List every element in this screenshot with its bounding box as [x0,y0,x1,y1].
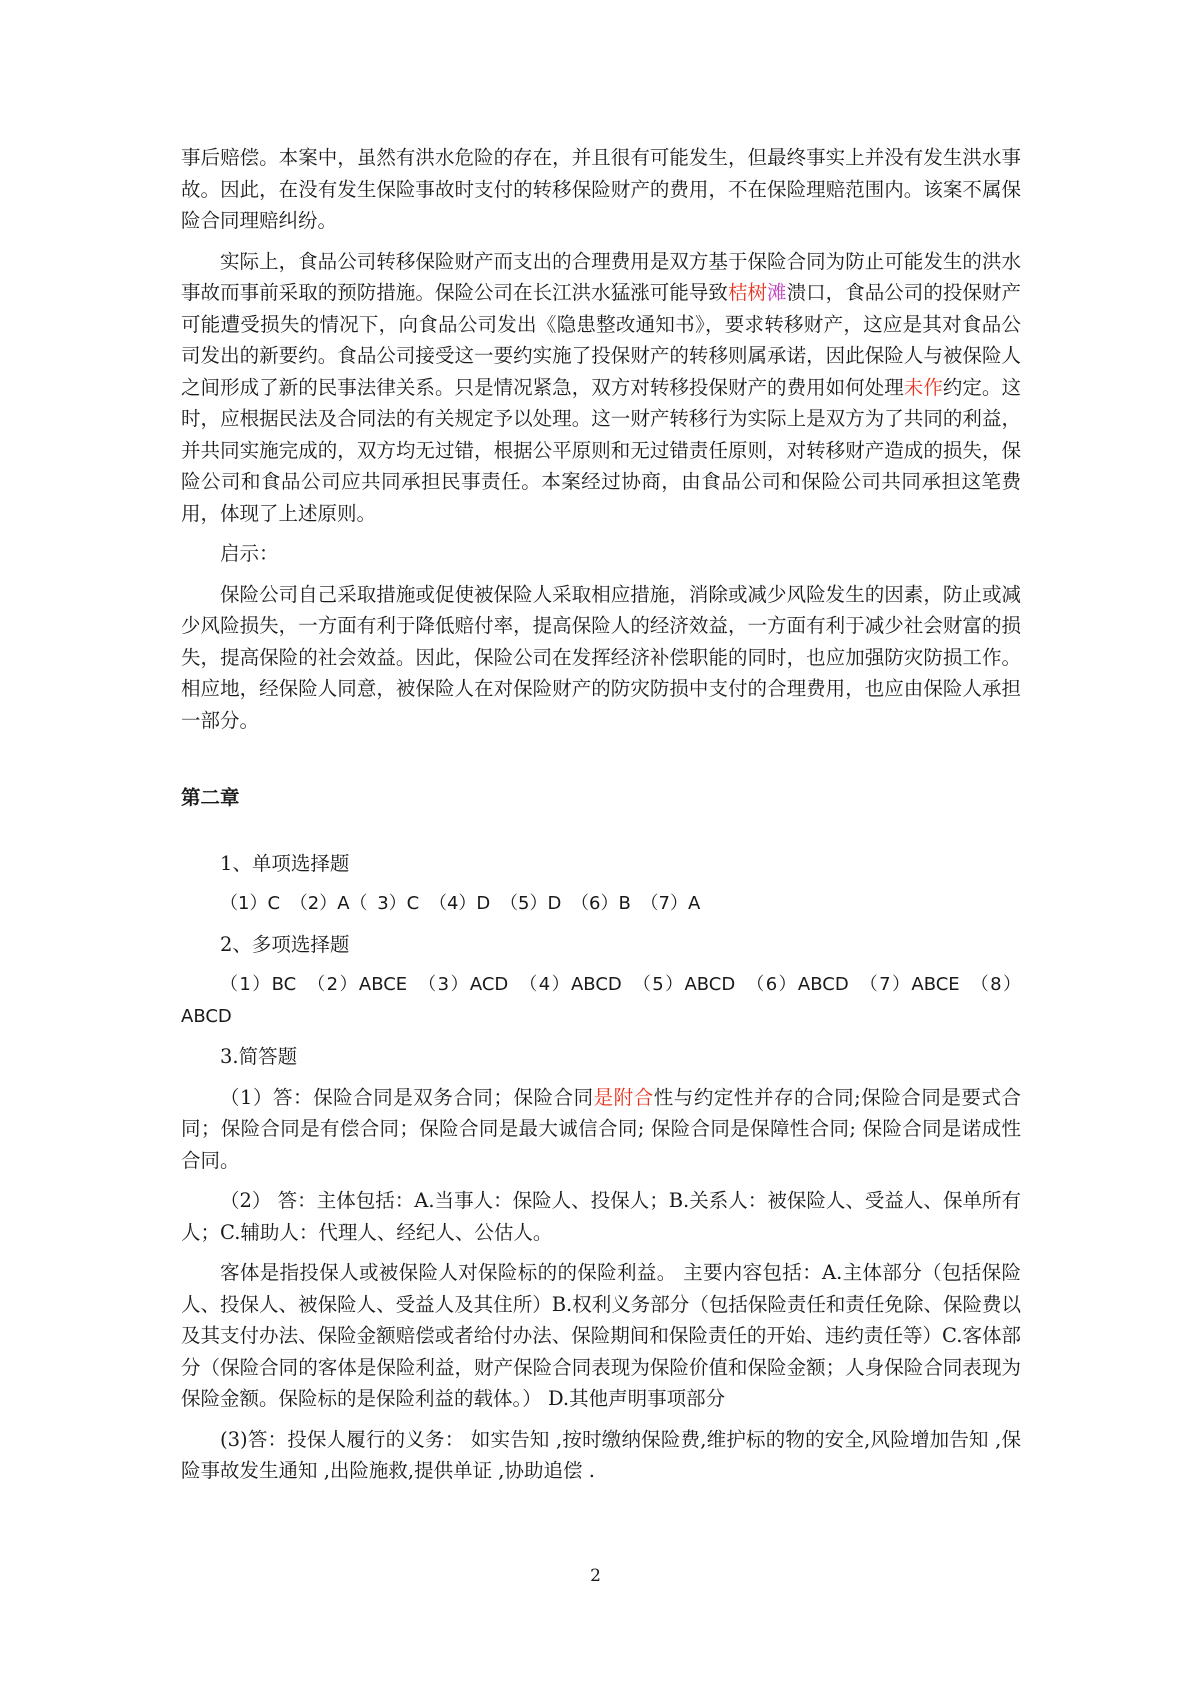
short-answer-2: （2） 答：主体包括：A.当事人：保险人、投保人；B.关系人：被保险人、受益人、保单所有人；C.辅助人：代理人、经纪人、公估人。 [181,1189,1021,1244]
multiple-choice-title: 2、多项选择题 [220,932,350,956]
page-number: 2 [590,1566,601,1586]
short-answer-title: 3.简答题 [220,1045,298,1068]
enlightenment-label: 启示： [220,542,279,565]
single-choice-answers: （1）C （2）A（ 3）C （4）D （5）D （6）B （7）A [220,893,701,914]
highlight-adhesion: 是附合 [593,1085,654,1109]
paragraph-analysis [181,246,1021,530]
analysis-text-c: 约定。这时，应根据民法及合同法的有关规定予以处理。这一财产转移行为实际上是双方为了共同的利益，并共同实施完成的，双方均无过错，根据公平原则和无过错责任原则，对转移财产造成的损失，保险公司和食品公司应共同承担民事责任。本案经过协商，由食品公司和保险公司共同承担这笔费用，体现了上述原则。 [181,375,1021,525]
chapter-title: 第二章 [181,786,240,809]
analysis-text-a: 实际上，食品公司转移保险财产而支出的合理费用是双方基于保险合同为防止可能发生的洪水事故而事前采取的预防措施。保险公司在长江洪水猛涨可能导致 [181,249,1021,304]
paragraph-enlightenment: 保险公司自己采取措施或促使被保险人采取相应措施，消除或减少风险发生的因素，防止或减少风险损失，一方面有利于降低赔付率，提高保险人的经济效益，一方面有利于减少社会财富的损失，提高保险的社会效益。因此，保险公司在发挥经济补偿职能的同时，也应加强防灾防损工作。相应地，经保险人同意，被保险人在对保险财产的防灾防损中支付的合理费用，也应由保险人承担一部分。 [181,582,1021,732]
paragraph-case-conclusion: 事后赔偿。本案中，虽然有洪水危险的存在，并且很有可能发生，但最终事实上并没有发生洪水事故。因此，在没有发生保险事故时支付的转移保险财产的费用，不在保险理赔范围内。该案不属保险合同理赔纠纷。 [181,146,1021,232]
short-answer-3: (3)答：投保人履行的义务： 如实告知 ,按时缴纳保险费,维护标的物的安全,风险增加告知 ,保险事故发生通知 ,出险施救,提供单证 ,协助追偿 . [181,1427,1021,1482]
document-body [181,142,1021,1487]
analysis-text-b: 溃口，食品公司的投保财产可能遭受损失的情况下，向食品公司发出《隐患整改通知书》，要求转移财产，这应是其对食品公司发出的新要约。食品公司接受这一要约实施了投保财产的转移则属承诺，因此保险人与被保险人之间形成了新的民事法律关系。只是情况紧急，双方对转移投保财产的费用如何处理 [181,281,1021,399]
short-answer-1 [181,1082,1021,1177]
short-answer-1-text-b: 性与约定性并存的合同;保险合同是要式合同；保险合同是有偿合同；保险合同是最大诚信合同; 保险合同是保障性合同; 保险合同是诺成性合同。 [181,1085,1021,1172]
single-choice-title: 1、单项选择题 [220,851,350,875]
short-answer-1-text-a: （1）答：保险合同是双务合同；保险合同 [220,1085,594,1109]
highlight-place-name-2: 滩 [767,281,787,304]
multiple-choice-answers: （1）BC （2）ABCE （3）ACD （4）ABCD （5）ABCD （6）ABCD （7）ABCE （8）ABCD [181,974,1021,1027]
highlight-not-agreed: 未作 [903,375,943,399]
short-answer-2-object: 客体是指投保人或被保险人对保险标的的保险利益。 主要内容包括：A.主体部分（包括保险人、投保人、被保险人、受益人及其住所）B.权利义务部分（包括保险责任和责任免除、保险费以及其支付办法、保险金额赔偿或者给付办法、保险期间和保险责任的开始、违约责任等）C.客体部分（保险合同的客体是保险利益，财产保险合同表现为保险价值和保险金额；人身保险合同表现为保险金额。保险标的是保险利益的载体。） D.其他声明事项部分 [181,1261,1021,1410]
highlight-place-name-1: 桔树 [727,281,768,304]
